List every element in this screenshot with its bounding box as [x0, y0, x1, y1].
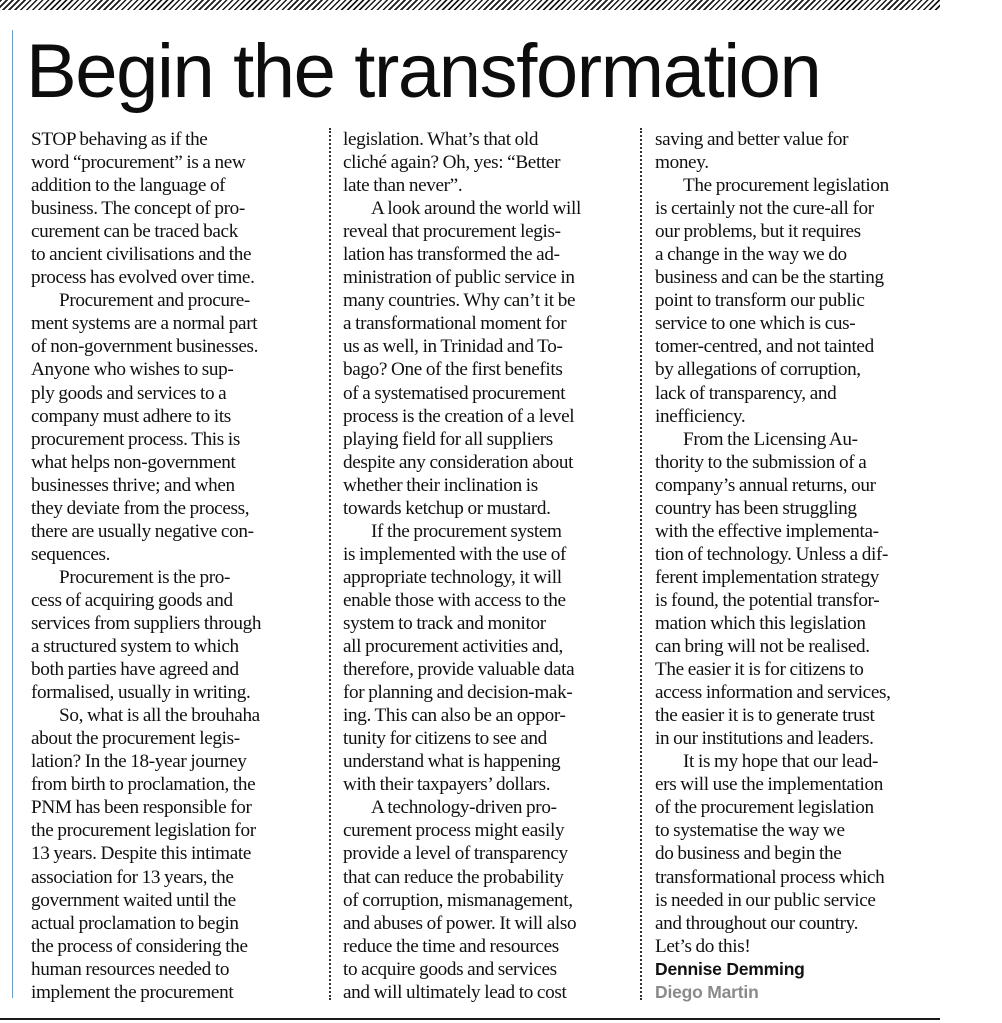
article-column-1: [31, 128, 321, 1004]
paragraph: So, what is all the brouhaha about the procurement legis- lation? In the 18-year journey from birth to proclamation, the PNM has been responsible for the procurement legislation for 13 years. Despite this intimate association for 13 years, the government waited until the actual proclamation to begin the process of considering the human resources needed to implement the procurement: [31, 705, 260, 1003]
author-name: Dennise Demming: [655, 958, 805, 979]
paragraph: STOP behaving as if the word “procurement” is a new addition to the language of business. The concept of pro- curement can be traced back to ancient civilisations and the process has evolved over time.: [31, 129, 255, 289]
column-divider: [640, 128, 642, 1000]
paragraph: Procurement is the pro- cess of acquiring goods and services from suppliers through a structured system to which both parties have agreed and formalised, usually in writing.: [31, 566, 262, 704]
author-location: Diego Martin: [655, 981, 759, 1002]
column-divider: [329, 128, 331, 1000]
paragraph: Procurement and procure- ment systems are a normal part of non-government businesses. Anyone who wishes to sup- ply goods and services to a company must adhere to its procurement process. This is what helps non-government businesses thrive; and when they deviate from the process, there are usually negative con- sequences.: [31, 290, 259, 565]
paragraph: A look around the world will reveal that procurement legis- lation has transformed the ad- ministration of public service in many countries. Why can’t it be a transformational moment for us as well, in Trinidad and To- bago? One of the first benefits of a systematised procurement process is the creation of a level playing field for all suppliers despite any consideration about whether their inclination is towards ketchup or mustard.: [343, 198, 581, 519]
top-hatch-border: [0, 0, 940, 10]
paragraph: It is my hope that our lead- ers will use the implementation of the procurement legislation to systematise the way we do business and begin the transformational process which is needed in our public service and throughout our country. Let’s do this!: [655, 751, 885, 957]
left-rule: [12, 30, 13, 998]
paragraph: If the procurement system is implemented with the use of appropriate technology, it will enable those with access to the system to track and monitor all procurement activities and, therefore, provide valuable data for planning and decision-mak- ing. This can also be an oppor- tunity for citizens to see and understand what is happening with their taxpayers’ dollars.: [343, 520, 575, 796]
bottom-rule: [0, 1018, 940, 1020]
article-column-3: [655, 128, 945, 1004]
paragraph: A technology-driven pro- curement process might easily provide a level of transparency that can reduce the probability of corruption, mismanagement, and abuses of power. It will also reduce the time and resources to acquire goods and services and will ultimately lead to cost: [343, 797, 577, 1003]
paragraph: legislation. What’s that old cliché again? Oh, yes: “Better late than never”.: [343, 129, 561, 197]
paragraph: From the Licensing Au- thority to the submission of a company’s annual returns, our country has been struggling with the effective implementa- tion of technology. Unless a dif- ferent implementation strategy is found, the potential transfor- mation which this legislation can bring will not be realised. The easier it is for citizens to access information and services, the easier it is to generate trust in our institutions and leaders.: [655, 428, 891, 750]
article-column-2: [343, 128, 633, 1004]
paragraph: The procurement legislation is certainly not the cure-all for our problems, but it requires a change in the way we do business and can be the starting point to transform our public service to one which is cus- tomer-centred, and not tainted by allegations of corruption, lack of transparency, and inefficiency.: [655, 175, 889, 427]
paragraph: saving and better value for money.: [655, 129, 849, 174]
headline: Begin the transformation: [26, 29, 821, 114]
